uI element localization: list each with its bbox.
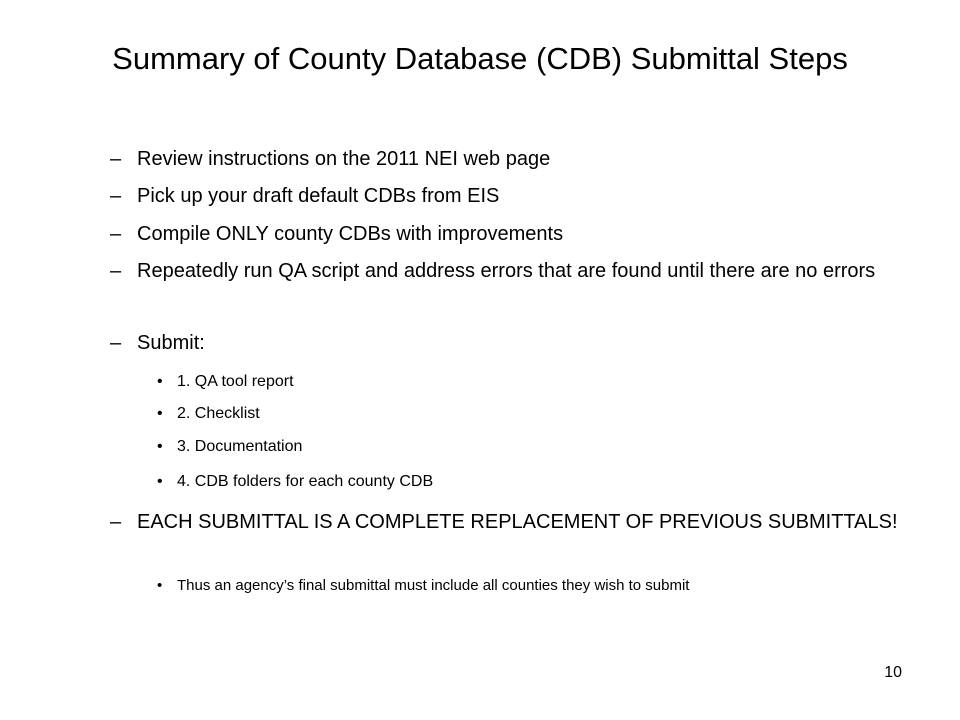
dash-marker: – bbox=[110, 260, 122, 282]
dash-marker: – bbox=[110, 148, 122, 170]
list-item-text: EACH SUBMITTAL IS A COMPLETE REPLACEMENT OF PREVIOUS SUBMITTALS! bbox=[137, 511, 898, 533]
sub-list-item-text: 3. Documentation bbox=[177, 438, 303, 455]
list-item-text: Pick up your draft default CDBs from EIS bbox=[137, 185, 500, 207]
list-item-text: Repeatedly run QA script and address errors that are found until there are no errors bbox=[137, 260, 876, 282]
bullet-marker: • bbox=[157, 473, 163, 490]
list-item bbox=[110, 508, 910, 537]
sub-list-item bbox=[157, 575, 877, 597]
sub-list-item bbox=[157, 436, 877, 458]
slide-title: Summary of County Database (CDB) Submittal Steps bbox=[112, 41, 848, 76]
list-item bbox=[110, 329, 910, 358]
sub-list-item-text: 1. QA tool report bbox=[177, 373, 294, 390]
page-number: 10 bbox=[884, 664, 902, 681]
list-item bbox=[110, 220, 910, 249]
list-item-text: Compile ONLY county CDBs with improvements bbox=[137, 223, 564, 245]
list-item bbox=[110, 257, 910, 286]
dash-marker: – bbox=[110, 185, 122, 207]
list-item bbox=[110, 145, 910, 174]
sub-list-item bbox=[157, 371, 877, 393]
list-item-text: Submit: bbox=[137, 332, 205, 354]
dash-marker: – bbox=[110, 223, 122, 245]
sub-list-item-text: 2. Checklist bbox=[177, 405, 260, 422]
sub-list-item-text: 4. CDB folders for each county CDB bbox=[177, 473, 434, 490]
bullet-marker: • bbox=[157, 373, 163, 390]
sub-list-item bbox=[157, 403, 877, 425]
dash-marker: – bbox=[110, 511, 122, 533]
sub-list-item bbox=[157, 471, 877, 493]
list-item bbox=[110, 182, 910, 211]
bullet-marker: • bbox=[157, 405, 163, 422]
dash-marker: – bbox=[110, 332, 122, 354]
list-item-text: Review instructions on the 2011 NEI web page bbox=[137, 148, 551, 170]
sub-list-item-text: Thus an agency’s final submittal must include all counties they wish to submit bbox=[177, 577, 690, 594]
bullet-marker: • bbox=[157, 577, 163, 594]
bullet-marker: • bbox=[157, 438, 163, 455]
